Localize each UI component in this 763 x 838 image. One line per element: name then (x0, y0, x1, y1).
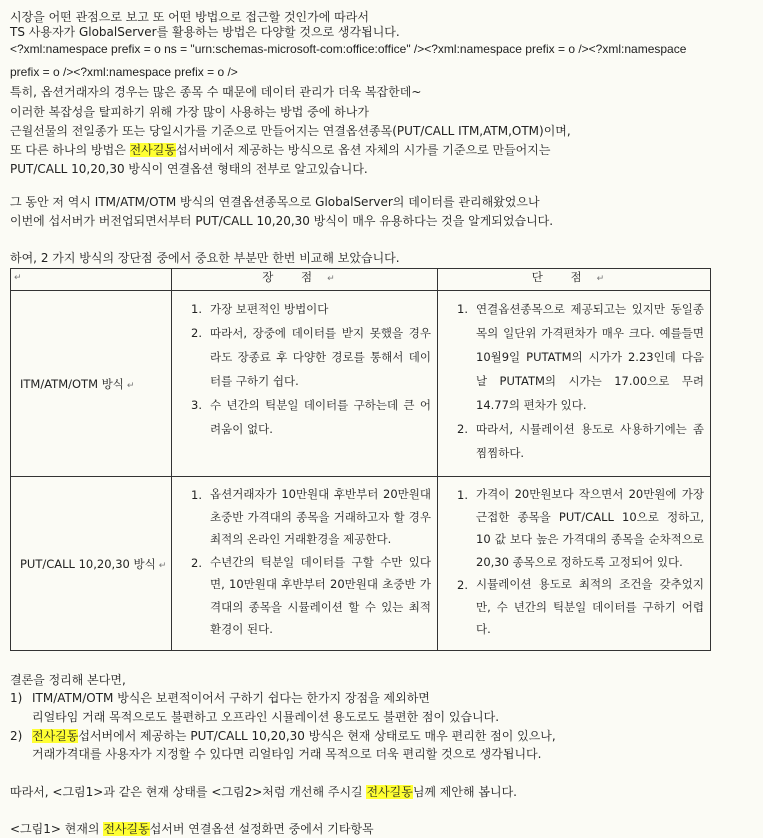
list-item-text: 가격이 20만원보다 작으면서 20만원에 가장 근접한 종목을 PUT/CALL 10으로 정하고, 10 값 보다 높은 가격대의 종목을 순차적으로 20,30 종목으로 정하도록 고정되어 있다. (476, 487, 704, 569)
list-item-text: 수 년간의 틱분일 데이터를 구하는데 큰 어려움이 없다. (210, 398, 431, 436)
intro-line-1: 시장을 어떤 관점으로 보고 또 어떤 방법으로 접근할 것인가에 따라서 (10, 10, 369, 24)
intro-line-2: TS 사용자가 GlobalServer를 활용하는 방법은 다양할 것으로 생각됩니다. (10, 25, 400, 39)
conclusion-number: 2) (10, 729, 23, 743)
para2-line-2: 이번에 섭서버가 버전업되면서부터 PUT/CALL 10,20,30 방식이 매우 유용하다는 것을 알게되었습니다. (10, 214, 554, 228)
conclusion-item-1 (10, 690, 430, 707)
list-item: 2. 수년간의 틱분일 데이터를 구할 수만 있다면, 10만원대 후반부터 20만원대 초중반 가격대의 종목을 시뮬레이션 할 수 있는 최적 환경이 된다. (172, 551, 431, 641)
paragraph-mark-icon: ↵ (158, 560, 167, 571)
list-item-text: 옵션거래자가 10만원대 후반부터 20만원대 초중반 가격대의 종목을 거래하고자 할 경우 최적의 온라인 거래환경을 제공한다. (210, 487, 431, 546)
list-item-text: 수년간의 틱분일 데이터를 구할 수만 있다면, 10만원대 후반부터 20만원대 초중반 가격대의 종목을 시뮬레이션 할 수 있는 최적 환경이 된다. (210, 554, 431, 636)
pros-cell (172, 291, 438, 477)
para1-line-4 (10, 142, 550, 159)
list-item-text: 따라서, 장중에 데이터를 받지 못했을 경우라도 장종료 후 다양한 경로를 통해서 데이터를 구하기 쉽다. (210, 326, 431, 388)
header-pros-label: 장 점 (262, 270, 325, 284)
paragraph-mark-icon: ↵ (596, 274, 617, 284)
paragraph-mark-icon: ↵ (14, 273, 22, 283)
caption-pre: <그림1> 현재의 (10, 822, 104, 836)
conclusion-1-line-2: 리얼타임 거래 목적으로도 불편하고 오프라인 시뮬레이션 용도로도 불편한 점이 있습니다. (32, 710, 500, 724)
row-label: ITM/ATM/OTM 방식 (20, 376, 124, 391)
list-item: 3. 수 년간의 틱분일 데이터를 구하는데 큰 어려움이 없다. (172, 393, 431, 441)
list-item-text: 가장 보편적인 방법이다 (210, 302, 329, 316)
conclusion-2-line-2: 거래가격대를 사용자가 지정할 수 있다면 리얼타임 거래 목적으로 더욱 편리할 것으로 생각됩니다. (32, 747, 542, 761)
xml-namespace-line-1: <?xml:namespace prefix = o ns = "urn:schemas-microsoft-com:office:office" /><?xml:namespace prefix = o /><?xml:namespace (10, 42, 687, 56)
conclusion-2-line-1: 섭서버에서 제공하는 PUT/CALL 10,20,30 방식은 현재 상태로도 매우 편리한 점이 있으나, (78, 729, 556, 743)
list-item-text: 따라서, 시뮬레이션 용도로 사용하기에는 좀 찜찜하다. (476, 422, 704, 460)
figure-caption (10, 821, 374, 838)
paragraph-mark-icon: ↵ (327, 274, 347, 284)
para1-line-2: 이러한 복잡성을 탈피하기 위해 가장 많이 사용하는 방법 중에 하나가 (10, 105, 369, 119)
table-row (11, 477, 711, 651)
final-proposal (10, 784, 517, 801)
row-label-cell (11, 477, 172, 651)
list-item: 2. 따라서, 장중에 데이터를 받지 못했을 경우라도 장종료 후 다양한 경로를 통해서 데이터를 구하기 쉽다. (172, 321, 431, 393)
final-post: 님께 제안해 봅니다. (412, 785, 517, 799)
highlighted-name: 전사길동 (32, 729, 79, 743)
para1-line-4-post: 섭서버에서 제공하는 방식으로 옵션 자체의 시가를 기준으로 만들어지는 (175, 143, 551, 157)
list-item: 1. 가장 보편적인 방법이다 (172, 297, 431, 321)
cons-cell (438, 291, 711, 477)
conclusion-1-line-1: ITM/ATM/OTM 방식은 보편적이어서 구하기 쉽다는 한가지 장점을 제외하면 (32, 691, 430, 705)
para1-line-3: 근월선물의 전일종가 또는 당일시가를 기준으로 만들어지는 연결옵션종목(PUT/CALL ITM,ATM,OTM)이며, (10, 124, 571, 138)
table-row (11, 291, 711, 477)
list-item: 2. 따라서, 시뮬레이션 용도로 사용하기에는 좀 찜찜하다. (438, 417, 704, 465)
list-item: 1. 옵션거래자가 10만원대 후반부터 20만원대 초중반 가격대의 종목을 거래하고자 할 경우 최적의 온라인 거래환경을 제공한다. (172, 483, 431, 551)
row-label-cell (11, 291, 172, 477)
highlighted-name: 전사길동 (129, 143, 176, 157)
header-cons (438, 269, 711, 291)
comparison-table (10, 268, 711, 651)
conclusion-item-2 (10, 728, 556, 745)
header-corner-cell (11, 269, 172, 291)
para1-line-4-pre: 또 다른 하나의 방법은 (10, 143, 130, 157)
list-item-text: 시뮬레이션 용도로 최적의 조건을 갖추었지만, 수 년간의 틱분일 데이터를 구하기 어렵다. (476, 577, 704, 636)
caption-post: 섭서버 연결옵션 설정화면 중에서 기타항목 (149, 822, 374, 836)
list-item: 1. 가격이 20만원보다 작으면서 20만원에 가장 근접한 종목을 PUT/CALL 10으로 정하고, 10 값 보다 높은 가격대의 종목을 순차적으로 20,30 종목으로 정하도록 고정되어 있다. (438, 483, 704, 573)
highlighted-name: 전사길동 (366, 785, 413, 799)
highlighted-name: 전사길동 (103, 822, 150, 836)
para2-line-1: 그 동안 저 역시 ITM/ATM/OTM 방식의 연결옵션종목으로 GlobalServer의 데이터를 관리해왔었으나 (10, 195, 540, 209)
row-label: PUT/CALL 10,20,30 방식 (20, 556, 156, 571)
xml-namespace-line-2: prefix = o /><?xml:namespace prefix = o /> (10, 65, 238, 79)
compare-intro: 하여, 2 가지 방식의 장단점 중에서 중요한 부분만 한번 비교해 보았습니다. (10, 251, 400, 265)
table-header-row (11, 269, 711, 291)
list-item: 2. 시뮬레이션 용도로 최적의 조건을 갖추었지만, 수 년간의 틱분일 데이터를 구하기 어렵다. (438, 573, 704, 641)
conclusion-number: 1) (10, 691, 23, 705)
header-cons-label: 단 점 (531, 270, 594, 284)
header-pros (172, 269, 438, 291)
para1-line-5: PUT/CALL 10,20,30 방식이 연결옵션 형태의 전부로 알고있습니다. (10, 162, 368, 176)
final-pre: 따라서, <그림1>과 같은 현재 상태를 <그림2>처럼 개선해 주시길 (10, 785, 367, 799)
cons-cell (438, 477, 711, 651)
conclusion-title: 결론을 정리해 본다면, (10, 673, 126, 687)
list-item: 1. 연결옵션종목으로 제공되고는 있지만 동일종목의 일단위 가격편차가 매우 크다. 예를들면 10월9일 PUTATM의 시가가 2.23인데 다음날 PUTATM의 시가는 17.00으로 무려 14.77의 편차가 있다. (438, 297, 704, 417)
para1-line-1: 특히, 옵션거래자의 경우는 많은 종목 수 때문에 데이터 관리가 더욱 복잡한데~ (10, 85, 422, 99)
pros-cell (172, 477, 438, 651)
paragraph-mark-icon: ↵ (126, 380, 135, 391)
list-item-text: 연결옵션종목으로 제공되고는 있지만 동일종목의 일단위 가격편차가 매우 크다. 예를들면 10월9일 PUTATM의 시가가 2.23인데 다음날 PUTATM의 시가는 17.00으로 무려 14.77의 편차가 있다. (476, 302, 704, 412)
